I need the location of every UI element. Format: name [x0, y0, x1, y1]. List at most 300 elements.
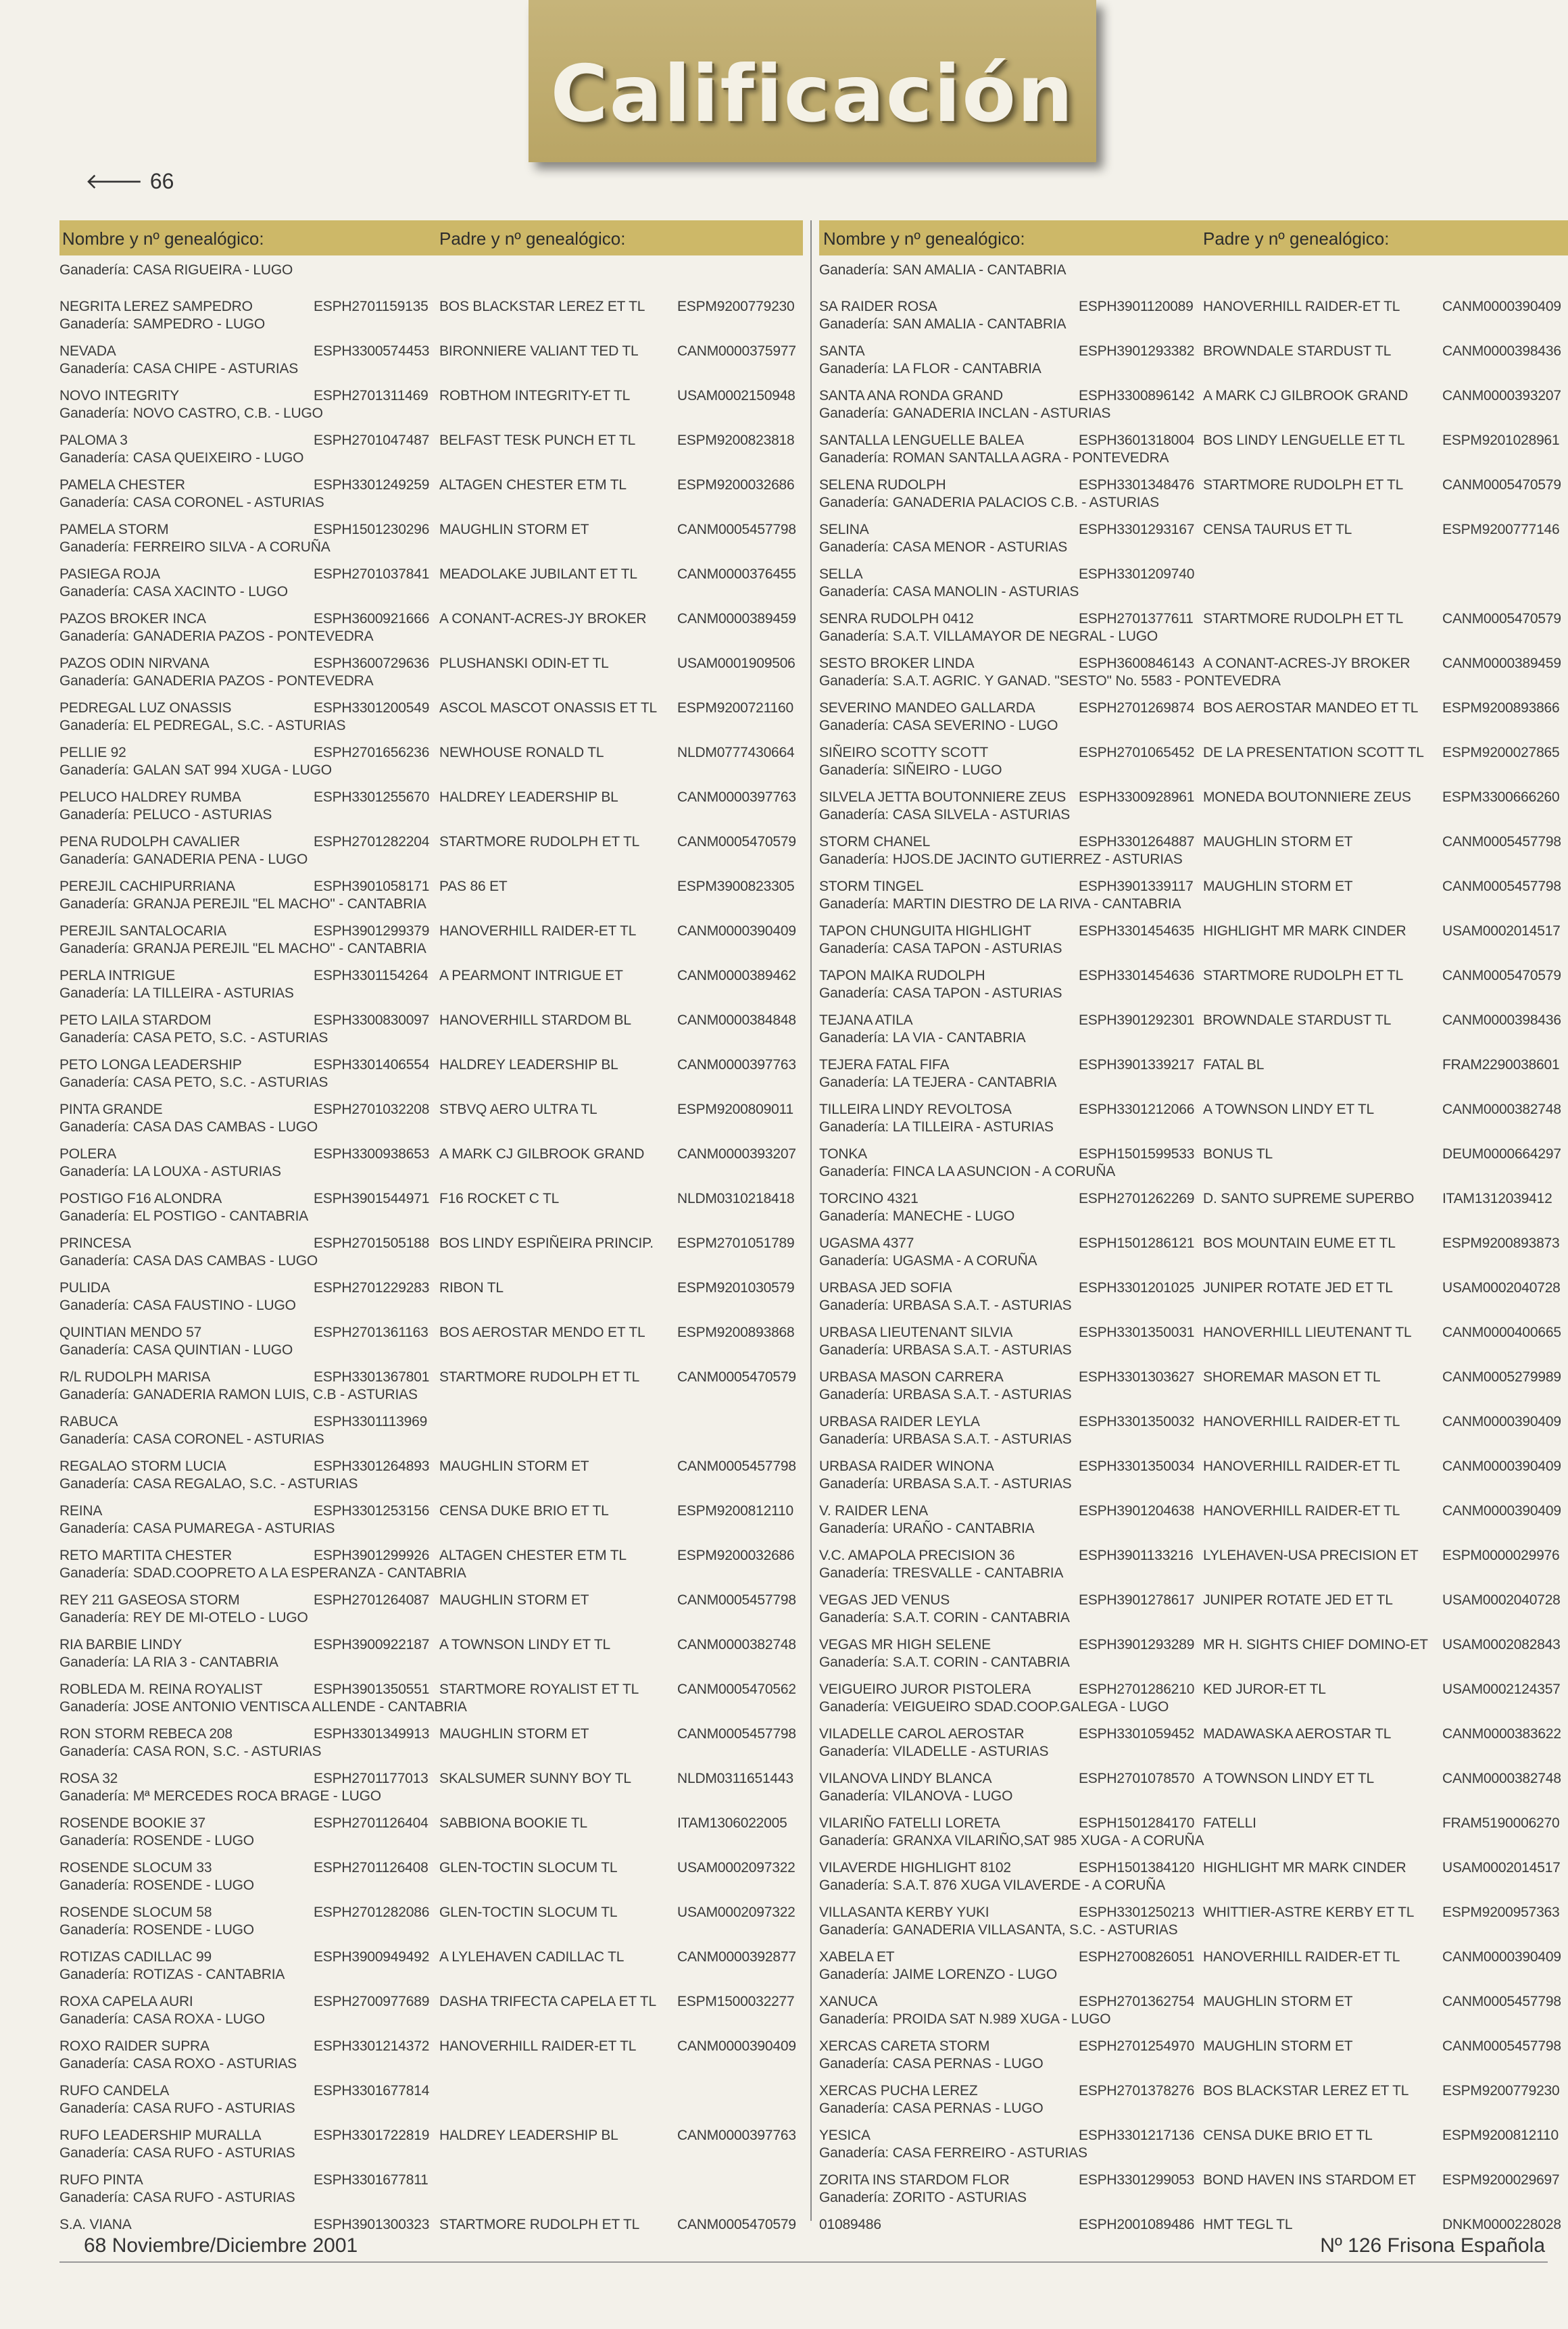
sire-code: ESPM9201028961 — [1442, 433, 1560, 448]
sire-code: CANM0000389459 — [1442, 656, 1561, 671]
sire-code: ESPM9200957363 — [1442, 1905, 1560, 1920]
animal-code: ESPH3301253156 — [314, 1503, 430, 1519]
animal-code: ESPH3301201025 — [1079, 1280, 1195, 1296]
column-header — [819, 220, 1568, 255]
sire-name: A PEARMONT INTRIGUE ET — [439, 968, 623, 983]
animal-row — [819, 1280, 1568, 1325]
animal-name: SA RAIDER ROSA — [819, 299, 937, 314]
sire-code: ESPM9200779230 — [1442, 2083, 1560, 2099]
ganaderia-label: Ganadería: ROSENDE - LUGO — [59, 1922, 254, 1938]
animal-code: ESPH3901204638 — [1079, 1503, 1195, 1519]
ganaderia-label: Ganadería: FERREIRO SILVA - A CORUÑA — [59, 539, 330, 555]
sire-name: SHOREMAR MASON ET TL — [1203, 1369, 1381, 1385]
sire-code: CANM0000382748 — [677, 1637, 796, 1652]
animal-name: PRINCESA — [59, 1235, 131, 1251]
sire-name: MADAWASKA AEROSTAR TL — [1203, 1726, 1392, 1742]
animal-code: ESPH3301350032 — [1079, 1414, 1195, 1429]
animal-code: ESPH1501284170 — [1079, 1815, 1195, 1831]
animal-row — [59, 1057, 803, 1102]
ganaderia-label: Ganadería: Mª MERCEDES ROCA BRAGE - LUGO — [59, 1788, 381, 1804]
animal-code: ESPH2701262269 — [1079, 1191, 1195, 1206]
sire-name: MR H. SIGHTS CHIEF DOMINO-ET — [1203, 1637, 1428, 1652]
animal-name: PETO LAILA STARDOM — [59, 1012, 212, 1028]
animal-code: ESPH3901339117 — [1079, 879, 1194, 894]
column-header — [59, 220, 803, 255]
ganaderia-label: Ganadería: CASA ROXA - LUGO — [59, 2011, 265, 2027]
animal-row — [819, 2038, 1568, 2083]
animal-row — [819, 1057, 1568, 1102]
sire-name: FATAL BL — [1203, 1057, 1265, 1073]
ganaderia-label: Ganadería: LA LOUXA - ASTURIAS — [59, 1164, 281, 1179]
sire-name: HIGHLIGHT MR MARK CINDER — [1203, 1860, 1406, 1876]
animal-row — [819, 1905, 1568, 1949]
sire-name: BONUS TL — [1203, 1146, 1273, 1162]
animal-name: URBASA MASON CARRERA — [819, 1369, 1004, 1385]
animal-row — [819, 745, 1568, 789]
sire-code: CANM0000390409 — [1442, 1414, 1561, 1429]
left-column — [59, 220, 803, 2261]
animal-code: ESPH3600846143 — [1079, 656, 1195, 671]
animal-row — [59, 299, 803, 343]
animal-name: PAMELA CHESTER — [59, 477, 185, 493]
animal-name: 01089486 — [819, 2217, 881, 2232]
ganaderia-label: Ganadería: GANADERIA PAZOS - PONTEVEDRA — [59, 673, 374, 689]
animal-row — [59, 611, 803, 656]
ganaderia-label: Ganadería: CASA DAS CAMBAS - LUGO — [59, 1253, 318, 1269]
animal-code: ESPH2700977689 — [314, 1994, 430, 2009]
animal-name: PETO LONGA LEADERSHIP — [59, 1057, 242, 1073]
sire-name: HANOVERHILL RAIDER-ET TL — [1203, 299, 1400, 314]
animal-row — [59, 1949, 803, 1994]
animal-row — [59, 745, 803, 789]
animal-row — [59, 789, 803, 834]
animal-row — [59, 879, 803, 923]
animal-name: SANTA ANA RONDA GRAND — [819, 388, 1003, 403]
sire-name: WHITTIER-ASTRE KERBY ET TL — [1203, 1905, 1415, 1920]
animal-row — [59, 343, 803, 388]
sire-code: CANM0000389462 — [677, 968, 796, 983]
left-rows — [59, 262, 803, 2261]
sire-code: ESPM0000029976 — [1442, 1548, 1560, 1563]
animal-row — [819, 522, 1568, 566]
animal-row — [819, 834, 1568, 879]
sire-name: BOS LINDY LENGUELLE ET TL — [1203, 433, 1405, 448]
animal-code: ESPH3901278617 — [1079, 1592, 1195, 1608]
animal-name: PAZOS BROKER INCA — [59, 611, 206, 627]
animal-name: ROXA CAPELA AURI — [59, 1994, 193, 2009]
animal-code: ESPH3301250213 — [1079, 1905, 1195, 1920]
animal-row — [59, 1458, 803, 1503]
animal-code: ESPH3301303627 — [1079, 1369, 1195, 1385]
animal-row — [819, 433, 1568, 477]
sire-name: HALDREY LEADERSHIP BL — [439, 789, 618, 805]
sire-name: ALTAGEN CHESTER ETM TL — [439, 477, 627, 493]
ganaderia-label: Ganadería: ROSENDE - LUGO — [59, 1833, 254, 1848]
animal-code: ESPH3301264887 — [1079, 834, 1195, 850]
animal-name: PAZOS ODIN NIRVANA — [59, 656, 210, 671]
animal-code: ESPH2701032208 — [314, 1102, 430, 1117]
sire-name: BIRONNIERE VALIANT TED TL — [439, 343, 639, 359]
animal-code: ESPH2701269874 — [1079, 700, 1195, 716]
ganaderia-label: Ganadería: LA RIA 3 - CANTABRIA — [59, 1654, 278, 1670]
ganaderia-label: Ganadería: SAN AMALIA - CANTABRIA — [819, 316, 1067, 332]
sire-code: ESPM9200893866 — [1442, 700, 1560, 716]
sire-code: CANM0000390409 — [1442, 1503, 1561, 1519]
section-banner — [529, 0, 1096, 162]
animal-code: ESPH2701264087 — [314, 1592, 430, 1608]
sire-name: STBVQ AERO ULTRA TL — [439, 1102, 597, 1117]
animal-code: ESPH3301299053 — [1079, 2172, 1195, 2188]
sire-code: CANM0000398436 — [1442, 1012, 1561, 1028]
animal-row — [819, 1994, 1568, 2038]
sire-name: MEADOLAKE JUBILANT ET TL — [439, 566, 637, 582]
animal-name: SELLA — [819, 566, 863, 582]
sire-name: NEWHOUSE RONALD TL — [439, 745, 604, 760]
sire-code: USAM0001909506 — [677, 656, 795, 671]
animal-row — [59, 1369, 803, 1414]
sire-code: CANM0005470562 — [677, 1682, 796, 1697]
ganaderia-label: Ganadería: CASA RUFO - ASTURIAS — [59, 2190, 295, 2205]
ganaderia-label: Ganadería: CASA PUMAREGA - ASTURIAS — [59, 1521, 335, 1536]
animal-code: ESPH2701254970 — [1079, 2038, 1195, 2054]
sire-code: USAM0002040728 — [1442, 1592, 1561, 1608]
ganaderia-label: Ganadería: CASA QUEIXEIRO - LUGO — [59, 450, 304, 466]
animal-name: ROSENDE SLOCUM 33 — [59, 1860, 212, 1876]
section-title: Calificación — [550, 49, 1075, 140]
sire-name: STARTMORE ROYALIST ET TL — [439, 1682, 639, 1697]
sire-name: MAUGHLIN STORM ET — [439, 522, 589, 537]
ganaderia-label: Ganadería: SAN AMALIA - CANTABRIA — [819, 262, 1067, 278]
sire-code: USAM0002014517 — [1442, 923, 1561, 939]
ganaderia-label: Ganadería: VEIGUEIRO SDAD.COOP.GALEGA - LUGO — [819, 1699, 1169, 1715]
animal-name: PULIDA — [59, 1280, 110, 1296]
ganaderia-label: Ganadería: S.A.T. AGRIC. Y GANAD. "SESTO" No. 5583 - PONTEVEDRA — [819, 673, 1281, 689]
animal-code: ESPH3301200549 — [314, 700, 430, 716]
sire-name: HALDREY LEADERSHIP BL — [439, 1057, 618, 1073]
sire-code: USAM0002040728 — [1442, 1280, 1561, 1296]
sire-name: ASCOL MASCOT ONASSIS ET TL — [439, 700, 657, 716]
footer-issue-date: 68 Noviembre/Diciembre 2001 — [84, 2234, 358, 2257]
animal-name: POLERA — [59, 1146, 116, 1162]
animal-name: NOVO INTEGRITY — [59, 388, 179, 403]
animal-code: ESPH3901293289 — [1079, 1637, 1195, 1652]
sire-header: Padre y nº genealógico: — [1203, 228, 1390, 249]
ganaderia-label: Ganadería: CASA FERREIRO - ASTURIAS — [819, 2145, 1087, 2161]
animal-name: VILADELLE CAROL AEROSTAR — [819, 1726, 1025, 1742]
animal-code: ESPH3600921666 — [314, 611, 430, 627]
sire-name: MAUGHLIN STORM ET — [1203, 2038, 1353, 2054]
sire-name: HANOVERHILL STARDOM BL — [439, 1012, 631, 1028]
sire-name: HANOVERHILL RAIDER-ET TL — [1203, 1414, 1400, 1429]
animal-name: ROBLEDA M. REINA ROYALIST — [59, 1682, 263, 1697]
animal-row — [59, 2172, 803, 2217]
sire-name: HANOVERHILL RAIDER-ET TL — [439, 923, 637, 939]
animal-name: ROSA 32 — [59, 1771, 118, 1786]
animal-code: ESPH3300574453 — [314, 343, 430, 359]
sire-name: A CONANT-ACRES-JY BROKER — [439, 611, 647, 627]
ganaderia-label: Ganadería: UGASMA - A CORUÑA — [819, 1253, 1037, 1269]
animal-name: RABUCA — [59, 1414, 118, 1429]
animal-name: XERCAS PUCHA LEREZ — [819, 2083, 978, 2099]
sire-name: FATELLI — [1203, 1815, 1256, 1831]
animal-row — [819, 611, 1568, 656]
animal-row — [819, 1592, 1568, 1637]
sire-code: ESPM9200812110 — [1442, 2128, 1559, 2143]
sire-code: USAM0002097322 — [677, 1860, 795, 1876]
sire-code: CANM0005457798 — [1442, 879, 1561, 894]
sire-name: A MARK CJ GILBROOK GRAND — [439, 1146, 645, 1162]
animal-code: ESPH2701505188 — [314, 1235, 430, 1251]
sire-code: CANM0000384848 — [677, 1012, 796, 1028]
animal-code: ESPH1501230296 — [314, 522, 430, 537]
animal-name: REY 211 GASEOSA STORM — [59, 1592, 240, 1608]
animal-name: RON STORM REBECA 208 — [59, 1726, 232, 1742]
sire-name: GLEN-TOCTIN SLOCUM TL — [439, 1905, 618, 1920]
animal-code: ESPH3300896142 — [1079, 388, 1195, 403]
ganaderia-label: Ganadería: MARTIN DIESTRO DE LA RIVA - CANTABRIA — [819, 896, 1181, 912]
animal-name: SILVELA JETTA BOUTONNIERE ZEUS — [819, 789, 1067, 805]
animal-name: SELENA RUDOLPH — [819, 477, 946, 493]
ganaderia-label: Ganadería: CASA TAPON - ASTURIAS — [819, 985, 1062, 1001]
ganaderia-label: Ganadería: EL PEDREGAL, S.C. - ASTURIAS — [59, 718, 346, 733]
animal-code: ESPH3901292301 — [1079, 1012, 1195, 1028]
ganaderia-label: Ganadería: GANADERIA INCLAN - ASTURIAS — [819, 406, 1111, 421]
animal-code: ESPH3301454636 — [1079, 968, 1195, 983]
animal-name: ROSENDE SLOCUM 58 — [59, 1905, 212, 1920]
animal-code: ESPH3301217136 — [1079, 2128, 1195, 2143]
sire-name: PAS 86 ET — [439, 879, 508, 894]
animal-name: TORCINO 4321 — [819, 1191, 918, 1206]
sire-code: ESPM3900823305 — [677, 879, 795, 894]
sire-code: CANM0000376455 — [677, 566, 796, 582]
ganaderia-label: Ganadería: EL POSTIGO - CANTABRIA — [59, 1208, 309, 1224]
sire-code: CANM0005470579 — [677, 834, 796, 850]
sire-name: STARTMORE RUDOLPH ET TL — [1203, 611, 1404, 627]
animal-row — [59, 1637, 803, 1682]
sire-name: MAUGHLIN STORM ET — [439, 1592, 589, 1608]
animal-row — [59, 388, 803, 433]
sire-code: CANM0000390409 — [677, 2038, 796, 2054]
animal-row — [819, 1012, 1568, 1057]
first-ganaderia-row — [819, 262, 1568, 299]
sire-name: BOS AEROSTAR MENDO ET TL — [439, 1325, 645, 1340]
sire-name: BOS LINDY ESPIÑEIRA PRINCIP. — [439, 1235, 654, 1251]
ganaderia-label: Ganadería: LA TILLEIRA - ASTURIAS — [59, 985, 294, 1001]
animal-row — [59, 923, 803, 968]
sire-name: HALDREY LEADERSHIP BL — [439, 2128, 618, 2143]
sire-name: CENSA DUKE BRIO ET TL — [439, 1503, 609, 1519]
animal-row — [819, 1682, 1568, 1726]
animal-name: SIÑEIRO SCOTTY SCOTT — [819, 745, 988, 760]
animal-code: ESPH3301214372 — [314, 2038, 430, 2054]
animal-row — [59, 1682, 803, 1726]
sire-name: STARTMORE RUDOLPH ET TL — [439, 834, 640, 850]
sire-name: HMT TEGL TL — [1203, 2217, 1293, 2232]
ganaderia-label: Ganadería: CASA CORONEL - ASTURIAS — [59, 495, 324, 510]
animal-row — [819, 879, 1568, 923]
animal-code: ESPH3301249259 — [314, 477, 430, 493]
animal-name: PEREJIL CACHIPURRIANA — [59, 879, 235, 894]
ganaderia-label: Ganadería: MANECHE - LUGO — [819, 1208, 1015, 1224]
animal-name: XANUCA — [819, 1994, 878, 2009]
sire-code: CANM0000397763 — [677, 1057, 796, 1073]
animal-name: TEJANA ATILA — [819, 1012, 913, 1028]
ganaderia-label: Ganadería: FINCA LA ASUNCION - A CORUÑA — [819, 1164, 1116, 1179]
animal-name: RUFO PINTA — [59, 2172, 143, 2188]
sire-name: BOS MOUNTAIN EUME ET TL — [1203, 1235, 1396, 1251]
animal-code: ESPH3301113969 — [314, 1414, 428, 1429]
animal-row — [59, 1280, 803, 1325]
sire-name: F16 ROCKET C TL — [439, 1191, 560, 1206]
name-header: Nombre y nº genealógico: — [62, 228, 264, 249]
sire-name: SKALSUMER SUNNY BOY TL — [439, 1771, 631, 1786]
animal-row — [819, 1458, 1568, 1503]
sire-name: HANOVERHILL RAIDER-ET TL — [1203, 1458, 1400, 1474]
animal-row — [819, 1235, 1568, 1280]
animal-code: ESPH2701378276 — [1079, 2083, 1195, 2099]
ganaderia-label: Ganadería: S.A.T. VILLAMAYOR DE NEGRAL - LUGO — [819, 629, 1158, 644]
animal-name: XERCAS CARETA STORM — [819, 2038, 990, 2054]
animal-name: PALOMA 3 — [59, 433, 128, 448]
animal-name: PEREJIL SANTALOCARIA — [59, 923, 226, 939]
animal-name: RETO MARTITA CHESTER — [59, 1548, 232, 1563]
sire-code: CANM0000393207 — [1442, 388, 1561, 403]
footer-magazine: Nº 126 Frisona Española — [1320, 2234, 1545, 2257]
animal-name: SEVERINO MANDEO GALLARDA — [819, 700, 1035, 716]
animal-name: RUFO LEADERSHIP MURALLA — [59, 2128, 262, 2143]
sire-name: KED JUROR-ET TL — [1203, 1682, 1326, 1697]
animal-row — [819, 477, 1568, 522]
sire-code: CANM0000382748 — [1442, 1102, 1561, 1117]
animal-name: TAPON MAIKA RUDOLPH — [819, 968, 985, 983]
animal-code: ESPH3901058171 — [314, 879, 430, 894]
animal-row — [819, 1548, 1568, 1592]
animal-row — [59, 1191, 803, 1235]
animal-code: ESPH2701047487 — [314, 433, 430, 448]
right-rows — [819, 262, 1568, 2261]
animal-row — [59, 566, 803, 611]
animal-row — [819, 343, 1568, 388]
animal-row — [819, 1860, 1568, 1905]
animal-row — [59, 1012, 803, 1057]
animal-name: S.A. VIANA — [59, 2217, 132, 2232]
animal-code: ESPH3901300323 — [314, 2217, 430, 2232]
ganaderia-label: Ganadería: TRESVALLE - CANTABRIA — [819, 1565, 1064, 1581]
ganaderia-label: Ganadería: CASA CORONEL - ASTURIAS — [59, 1431, 324, 1447]
animal-row — [59, 1503, 803, 1548]
animal-code: ESPH3300938653 — [314, 1146, 430, 1162]
name-header: Nombre y nº genealógico: — [823, 228, 1025, 249]
sire-name: RIBON TL — [439, 1280, 504, 1296]
ganaderia-label: Ganadería: CASA FAUSTINO - LUGO — [59, 1298, 296, 1313]
sire-name: HANOVERHILL LIEUTENANT TL — [1203, 1325, 1412, 1340]
sire-name: ALTAGEN CHESTER ETM TL — [439, 1548, 627, 1563]
animal-row — [819, 2172, 1568, 2217]
sire-code: CANM0000382748 — [1442, 1771, 1561, 1786]
animal-row — [59, 2128, 803, 2172]
animal-code: ESPH3301350034 — [1079, 1458, 1195, 1474]
animal-name: SANTALLA LENGUELLE BALEA — [819, 433, 1024, 448]
ganaderia-label: Ganadería: SAMPEDRO - LUGO — [59, 316, 266, 332]
animal-code: ESPH3301264893 — [314, 1458, 430, 1474]
animal-name: URBASA JED SOFIA — [819, 1280, 952, 1296]
ganaderia-label: Ganadería: CASA REGALAO, S.C. - ASTURIAS — [59, 1476, 358, 1492]
sire-name: A CONANT-ACRES-JY BROKER — [1203, 656, 1411, 671]
animal-code: ESPH3300830097 — [314, 1012, 430, 1028]
sire-name: BROWNDALE STARDUST TL — [1203, 1012, 1392, 1028]
animal-name: STORM CHANEL — [819, 834, 931, 850]
animal-code: ESPH1501599533 — [1079, 1146, 1195, 1162]
animal-row — [819, 1637, 1568, 1682]
animal-code: ESPH2701377611 — [1079, 611, 1194, 627]
animal-name: VILLASANTA KERBY YUKI — [819, 1905, 989, 1920]
sire-code: USAM0002097322 — [677, 1905, 795, 1920]
ganaderia-label: Ganadería: S.A.T. CORIN - CANTABRIA — [819, 1654, 1070, 1670]
sire-code: USAM0002082843 — [1442, 1637, 1561, 1652]
sire-code: CANM0005457798 — [1442, 1994, 1561, 2009]
animal-code: ESPH1501384120 — [1079, 1860, 1195, 1876]
animal-name: VILANOVA LINDY BLANCA — [819, 1771, 992, 1786]
ganaderia-label: Ganadería: REY DE MI-OTELO - LUGO — [59, 1610, 308, 1625]
animal-name: TONKA — [819, 1146, 867, 1162]
animal-row — [59, 1146, 803, 1191]
sire-code: ESPM1500032277 — [677, 1994, 795, 2009]
animal-name: UGASMA 4377 — [819, 1235, 914, 1251]
animal-name: PELLIE 92 — [59, 745, 126, 760]
ganaderia-label: Ganadería: URBASA S.A.T. - ASTURIAS — [819, 1298, 1072, 1313]
sire-code: CANM0000390409 — [677, 923, 796, 939]
animal-code: ESPH3901133216 — [1079, 1548, 1194, 1563]
animal-row — [59, 477, 803, 522]
sire-code: CANM0005457798 — [1442, 2038, 1561, 2054]
animal-name: URBASA RAIDER LEYLA — [819, 1414, 980, 1429]
sire-code: ESPM9201030579 — [677, 1280, 795, 1296]
animal-name: PASIEGA ROJA — [59, 566, 160, 582]
animal-code: ESPH3901339217 — [1079, 1057, 1195, 1073]
animal-code: ESPH2701282204 — [314, 834, 430, 850]
sire-name: HANOVERHILL RAIDER-ET TL — [439, 2038, 637, 2054]
animal-code: ESPH3901299926 — [314, 1548, 430, 1563]
sire-name: MAUGHLIN STORM ET — [1203, 834, 1353, 850]
sire-name: MAUGHLIN STORM ET — [439, 1458, 589, 1474]
animal-row — [59, 522, 803, 566]
ganaderia-label: Ganadería: CASA RON, S.C. - ASTURIAS — [59, 1744, 322, 1759]
animal-row — [819, 1325, 1568, 1369]
animal-code: ESPH3901350551 — [314, 1682, 430, 1697]
animal-name: ZORITA INS STARDOM FLOR — [819, 2172, 1010, 2188]
animal-row — [59, 2083, 803, 2128]
animal-name: URBASA RAIDER WINONA — [819, 1458, 994, 1474]
ganaderia-label: Ganadería: JOSE ANTONIO VENTISCA ALLENDE - CANTABRIA — [59, 1699, 467, 1715]
animal-code: ESPH1501286121 — [1079, 1235, 1195, 1251]
ganaderia-label: Ganadería: URAÑO - CANTABRIA — [819, 1521, 1035, 1536]
sire-code: CANM0000392877 — [677, 1949, 796, 1965]
sire-name: A LYLEHAVEN CADILLAC TL — [439, 1949, 624, 1965]
animal-code: ESPH2701037841 — [314, 566, 430, 582]
sire-name: BOS BLACKSTAR LEREZ ET TL — [439, 299, 645, 314]
ganaderia-label: Ganadería: JAIME LORENZO - LUGO — [819, 1967, 1058, 1982]
animal-row — [819, 968, 1568, 1012]
animal-name: ROXO RAIDER SUPRA — [59, 2038, 210, 2054]
sire-name: HANOVERHILL RAIDER-ET TL — [1203, 1503, 1400, 1519]
sire-name: HIGHLIGHT MR MARK CINDER — [1203, 923, 1406, 939]
sire-code: CANM0005470579 — [1442, 477, 1561, 493]
animal-name: NEVADA — [59, 343, 116, 359]
animal-row — [59, 1815, 803, 1860]
sire-code: CANM0000375977 — [677, 343, 796, 359]
animal-code: ESPH3301293167 — [1079, 522, 1195, 537]
ganaderia-label: Ganadería: CASA CHIPE - ASTURIAS — [59, 361, 299, 376]
